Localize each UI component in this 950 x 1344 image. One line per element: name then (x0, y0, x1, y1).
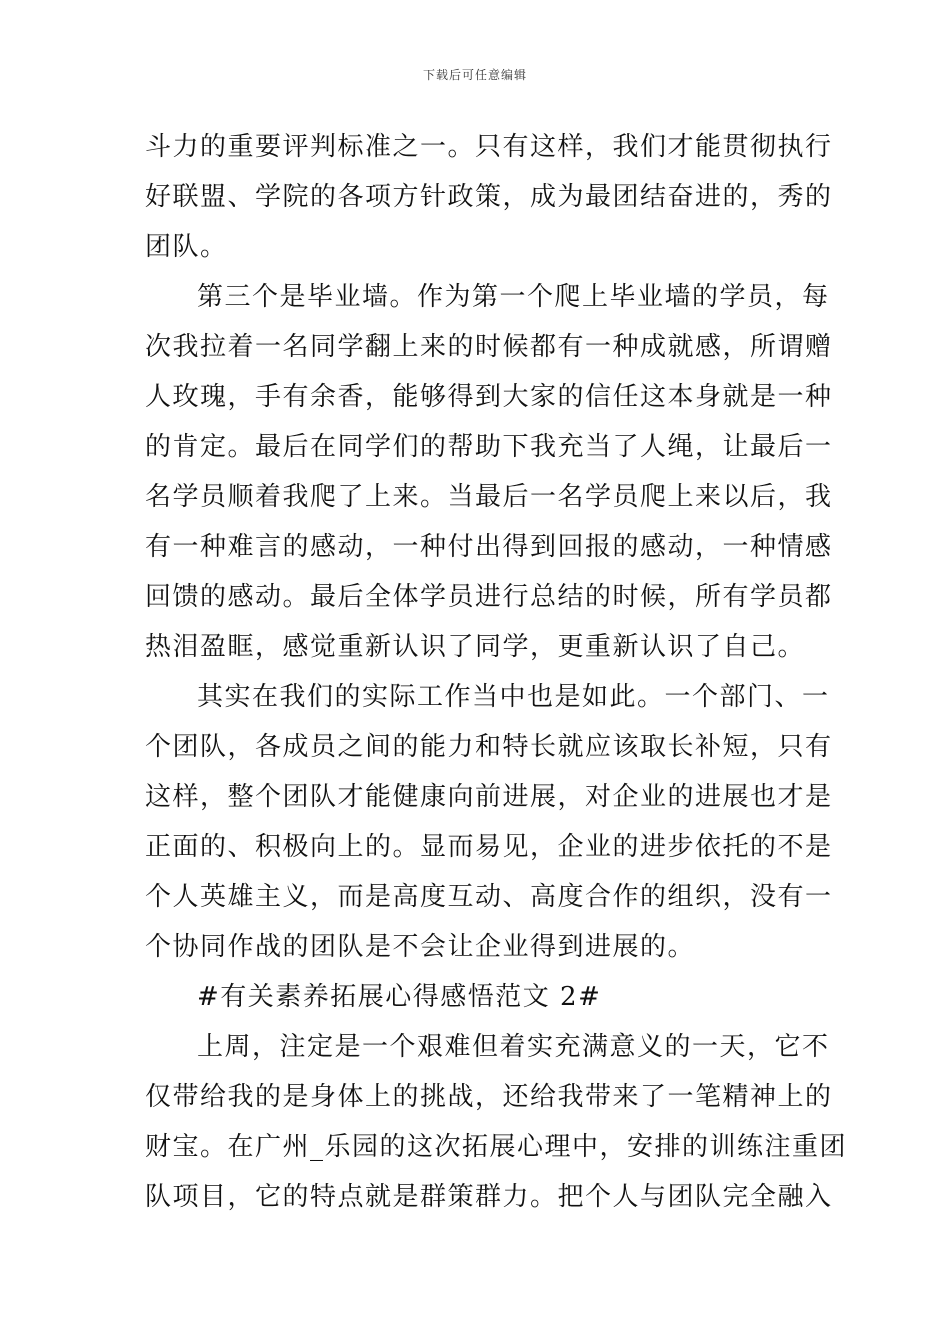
text-line: 次我拉着一名同学翻上来的时候都有一种成就感，所谓赠 (145, 332, 833, 362)
text-line: 热泪盈眶，感觉重新认识了同学，更重新认识了自己。 (145, 632, 806, 662)
paragraph-start-line: 第三个是毕业墙。作为第一个爬上毕业墙的学员，每 (197, 282, 830, 312)
text-line: 队项目，它的特点就是群策群力。把个人与团队完全融入 (145, 1182, 833, 1212)
text-line: 正面的、积极向上的。显而易见，企业的进步依托的不是 (145, 832, 833, 862)
paragraph-start-line: 其实在我们的实际工作当中也是如此。一个部门、一 (197, 682, 830, 712)
paragraph-start-line: 上周，注定是一个艰难但着实充满意义的一天，它不 (197, 1032, 830, 1062)
text-line: 个协同作战的团队是不会让企业得到进展的。 (145, 932, 696, 962)
text-line: 团队。 (145, 232, 228, 262)
text-line: 人玫瑰，手有余香，能够得到大家的信任这本身就是一种 (145, 382, 833, 412)
text-line: 好联盟、学院的各项方针政策，成为最团结奋进的，秀的 (145, 182, 833, 212)
page-header: 下载后可任意编辑 (422, 68, 527, 82)
text-line: 回馈的感动。最后全体学员进行总结的时候，所有学员都 (145, 582, 833, 612)
text-line: 个人英雄主义，而是高度互动、高度合作的组织，没有一 (145, 882, 833, 912)
text-line: 的肯定。最后在同学们的帮助下我充当了人绳，让最后一 (145, 432, 833, 462)
document-body (145, 122, 848, 1222)
section-heading: #有关素养拓展心得感悟范文 2# (197, 982, 602, 1012)
text-line: 这样，整个团队才能健康向前进展，对企业的进展也才是 (145, 782, 833, 812)
text-line: 斗力的重要评判标准之一。只有这样，我们才能贯彻执行 (145, 132, 833, 162)
text-line: 个团队，各成员之间的能力和特长就应该取长补短，只有 (145, 732, 833, 762)
text-line: 仅带给我的是身体上的挑战，还给我带来了一笔精神上的 (145, 1082, 833, 1112)
text-line: 财宝。在广州_乐园的这次拓展心理中，安排的训练注重团 (145, 1132, 848, 1162)
text-line: 有一种难言的感动，一种付出得到回报的感动，一种情感 (145, 532, 833, 562)
text-line: 名学员顺着我爬了上来。当最后一名学员爬上来以后，我 (145, 482, 833, 512)
